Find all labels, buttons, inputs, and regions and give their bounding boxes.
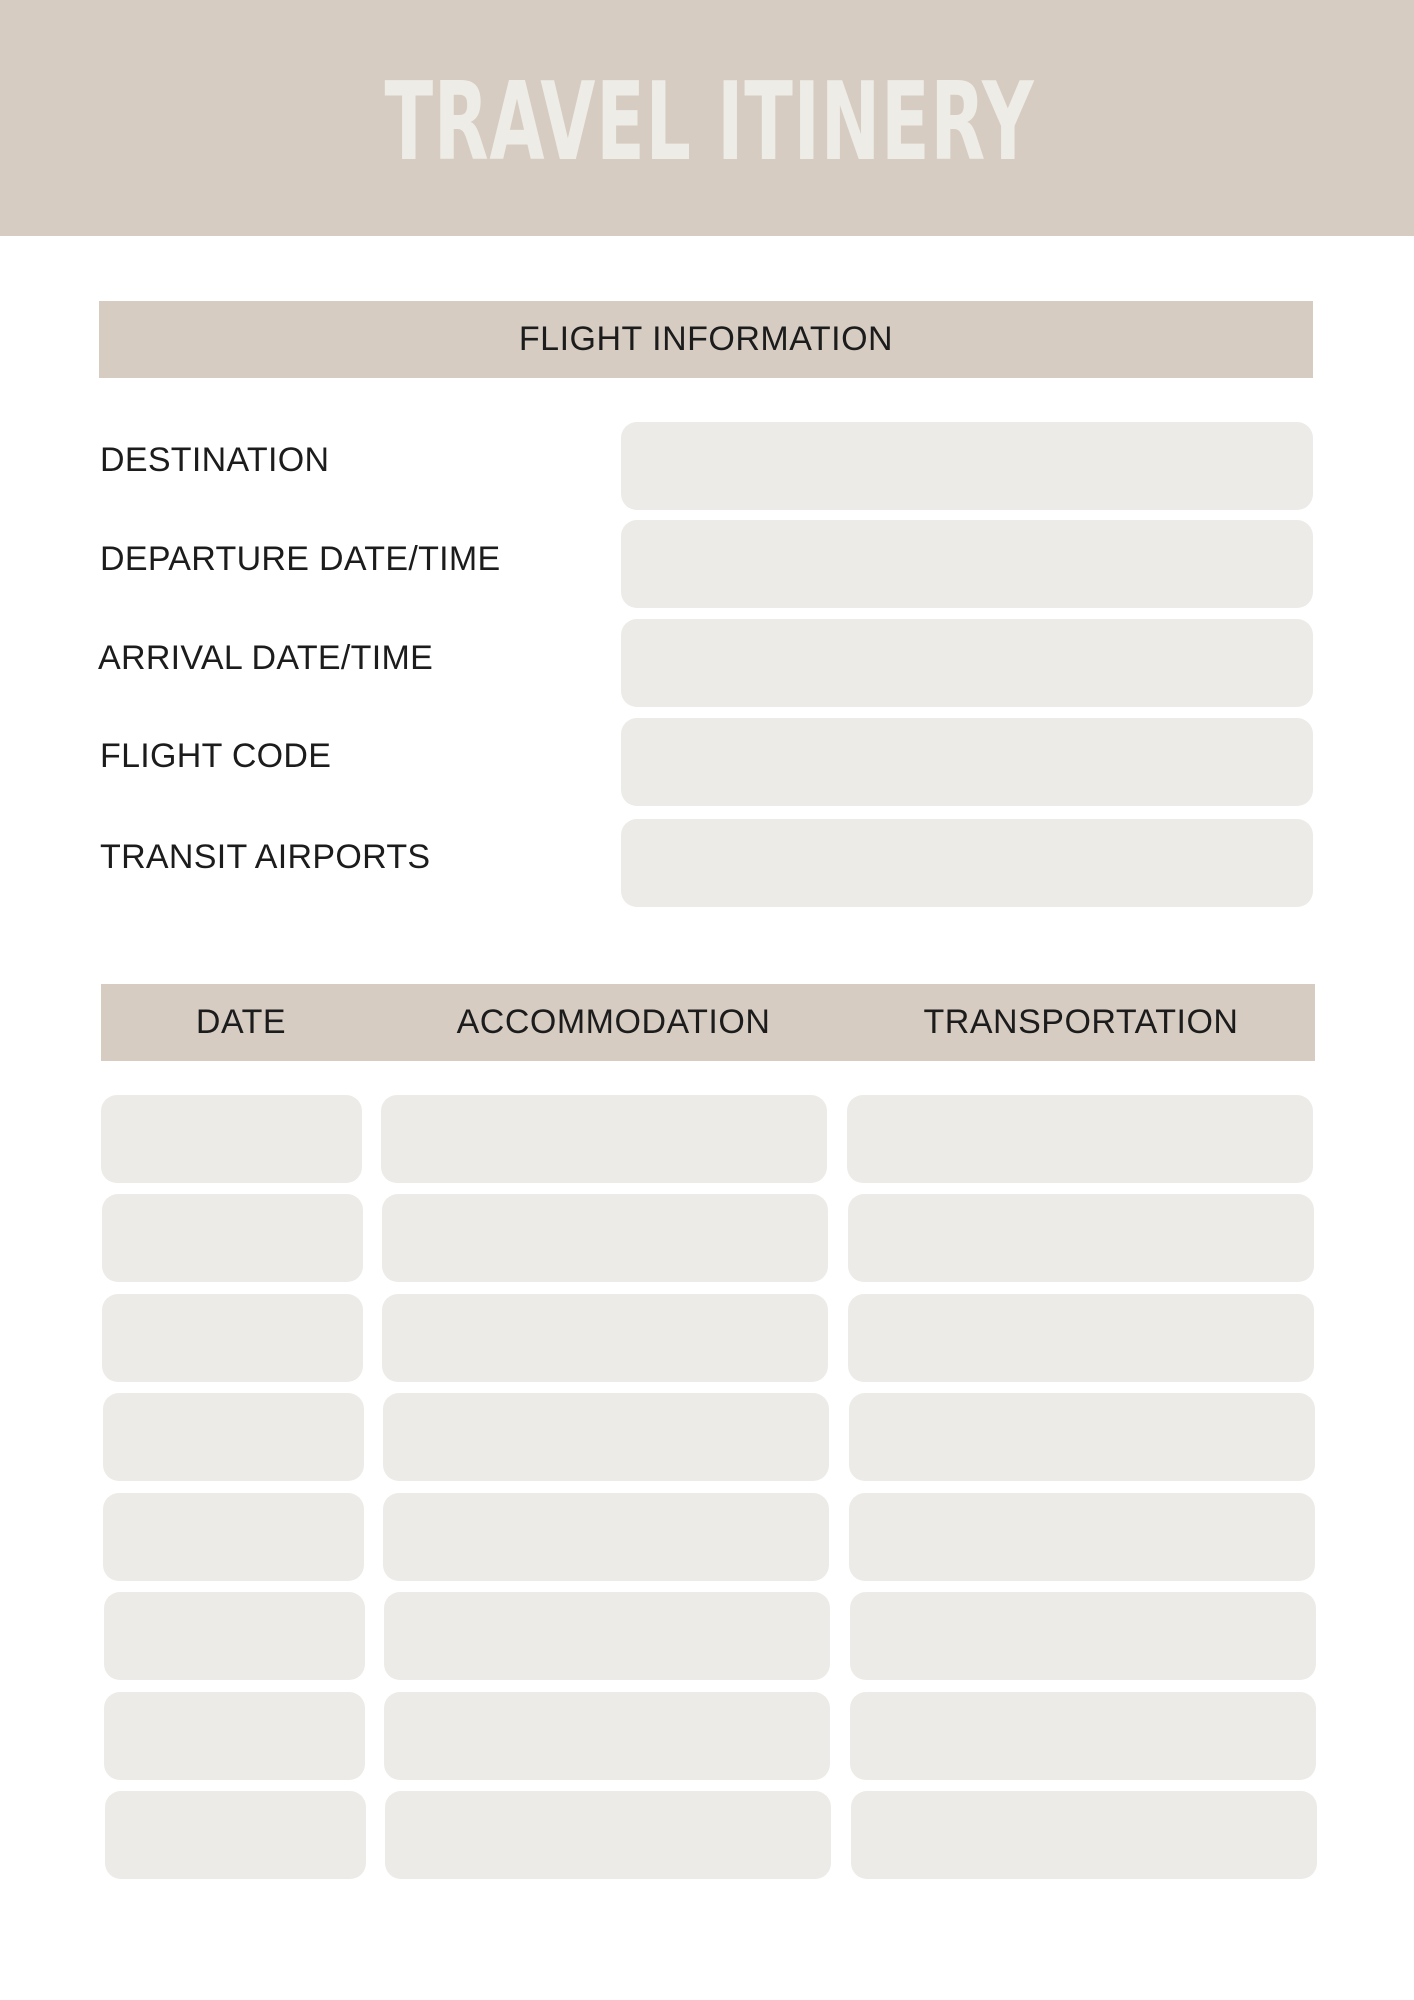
- flight-code-label: FLIGHT CODE: [100, 737, 332, 775]
- flight-information-heading: FLIGHT INFORMATION: [518, 320, 894, 358]
- flight-information-header: [99, 301, 1313, 378]
- date-cell[interactable]: [104, 1592, 365, 1680]
- arrival-label: ARRIVAL DATE/TIME: [98, 639, 434, 677]
- accommodation-cell[interactable]: [383, 1393, 829, 1481]
- transit-airports-label: TRANSIT AIRPORTS: [100, 838, 431, 876]
- accommodation-cell[interactable]: [385, 1791, 831, 1879]
- transportation-cell[interactable]: [847, 1095, 1313, 1183]
- date-cell[interactable]: [102, 1194, 363, 1282]
- date-cell[interactable]: [103, 1493, 364, 1581]
- accommodation-cell[interactable]: [384, 1592, 830, 1680]
- accommodation-cell[interactable]: [381, 1095, 827, 1183]
- date-cell[interactable]: [105, 1791, 366, 1879]
- header-band: [0, 0, 1414, 236]
- accommodation-cell[interactable]: [383, 1493, 829, 1581]
- accommodation-cell[interactable]: [382, 1294, 828, 1382]
- departure-field[interactable]: [621, 520, 1313, 608]
- transportation-cell[interactable]: [848, 1294, 1314, 1382]
- accommodation-cell[interactable]: [382, 1194, 828, 1282]
- transportation-cell[interactable]: [851, 1791, 1317, 1879]
- column-header-date: DATE: [195, 1003, 287, 1041]
- page-title: TRAVEL ITINERY: [384, 60, 1035, 185]
- transportation-cell[interactable]: [850, 1592, 1316, 1680]
- date-cell[interactable]: [101, 1095, 362, 1183]
- destination-field[interactable]: [621, 422, 1313, 510]
- date-cell[interactable]: [102, 1294, 363, 1382]
- transit-airports-field[interactable]: [621, 819, 1313, 907]
- departure-label: DEPARTURE DATE/TIME: [100, 540, 501, 578]
- column-header-accommodation: ACCOMMODATION: [456, 1003, 771, 1041]
- transportation-cell[interactable]: [849, 1393, 1315, 1481]
- destination-label: DESTINATION: [100, 441, 330, 479]
- column-header-transportation: TRANSPORTATION: [923, 1003, 1239, 1041]
- flight-code-field[interactable]: [621, 718, 1313, 806]
- transportation-cell[interactable]: [848, 1194, 1314, 1282]
- transportation-cell[interactable]: [850, 1692, 1316, 1780]
- transportation-cell[interactable]: [849, 1493, 1315, 1581]
- schedule-table-header: [101, 984, 1315, 1061]
- arrival-field[interactable]: [621, 619, 1313, 707]
- date-cell[interactable]: [104, 1692, 365, 1780]
- date-cell[interactable]: [103, 1393, 364, 1481]
- accommodation-cell[interactable]: [384, 1692, 830, 1780]
